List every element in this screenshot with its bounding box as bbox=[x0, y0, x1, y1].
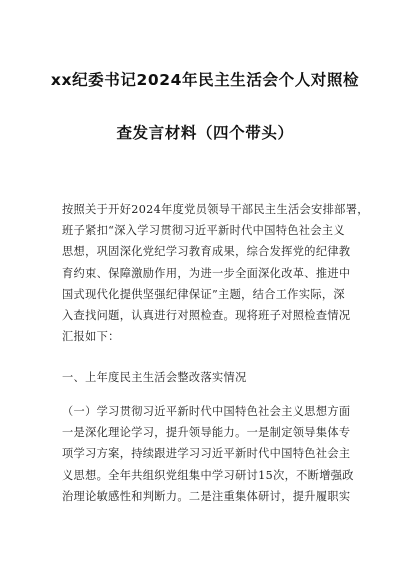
section-paragraph bbox=[62, 401, 362, 507]
section-paragraph-line: 项学习方案，持续跟进学习习近平新时代中国特色社会主 bbox=[62, 447, 351, 461]
document-title-line-1: xx纪委书记2024年民主生活会个人对照检 bbox=[50, 71, 360, 89]
intro-paragraph-line: 按照关于开好2024年度党员领导干部民主生活会安排部署， bbox=[62, 203, 369, 216]
section-paragraph-line: 治理论敏感性和判断力。二是注重集体研讨，提升履职实 bbox=[62, 489, 351, 503]
intro-paragraph-line: 国式现代化提供坚强纪律保证”主题，结合工作实际，深 bbox=[62, 287, 345, 301]
intro-paragraph-line: 班子紧扣“深入学习贯彻习近平新时代中国特色社会主义 bbox=[62, 224, 345, 238]
intro-paragraph-line: 育约束、保障激励作用，为进一步全面深化改革、推进中 bbox=[62, 266, 351, 280]
document-title-line-2: 查发言材料（四个带头） bbox=[116, 124, 294, 142]
section-paragraph-line: 一是深化理论学习，提升领导能力。一是制定领导集体专 bbox=[62, 426, 351, 440]
intro-paragraph-line: 入查找问题，认真进行对照检查。现将班子对照检查情况 bbox=[62, 309, 351, 323]
intro-paragraph-line: 汇报如下： bbox=[62, 330, 120, 344]
section-paragraph-line: （一）学习贯彻习近平新时代中国特色社会主义思想方面 bbox=[62, 405, 351, 418]
intro-paragraph-line: 思想，巩固深化党纪学习教育成果，综合发挥党的纪律教 bbox=[62, 245, 351, 259]
section-heading: 一、上年度民主生活会整改落实情况 bbox=[62, 371, 247, 384]
section-paragraph-line: 义思想。全年共组织党组集中学习研讨15次，不断增强政 bbox=[62, 468, 354, 482]
intro-paragraph bbox=[62, 199, 369, 347]
